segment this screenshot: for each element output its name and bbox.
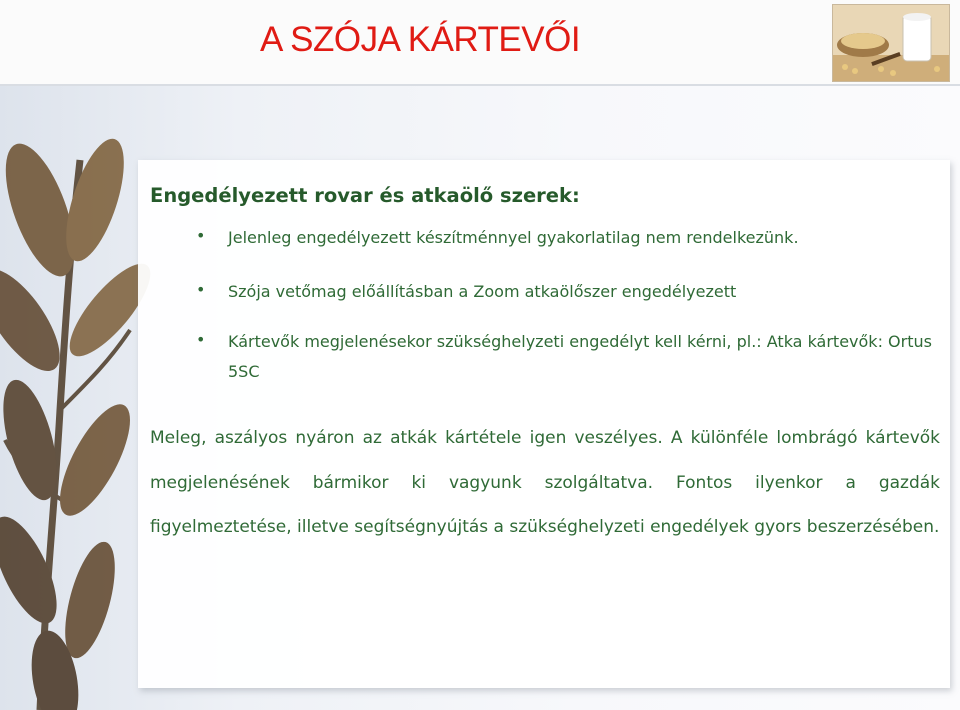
- slide-title: A SZÓJA KÁRTEVŐI: [260, 20, 581, 59]
- bullet-marker: •: [196, 226, 206, 245]
- slide-header: [0, 0, 960, 86]
- soybeans-milk-photo: [832, 4, 950, 82]
- bullet-marker: •: [196, 280, 206, 299]
- section-heading: Engedélyezett rovar és atkaölő szerek:: [150, 184, 580, 207]
- body-paragraph: Meleg, aszályos nyáron az atkák kártétele igen veszélyes. A különféle lombrágó kártevők megjelenésének bármikor ki vagyunk szolgáltatva. Fontos ilyenkor a gazdák figyelmeztetése, illetve segítségnyújtás a szükséghelyzeti engedélyek gyors beszerzésében.: [150, 428, 940, 537]
- bullet-marker: •: [196, 330, 206, 349]
- bullet-text: Kártevők megjelenésekor szükséghelyzeti engedélyt kell kérni, pl.: Atka kártevők: Ortus 5SC: [228, 332, 932, 381]
- bullet-text: Jelenleg engedélyezett készítménnyel gyakorlatilag nem rendelkezünk.: [228, 228, 799, 247]
- bullet-text: Szója vetőmag előállításban a Zoom atkaölőszer engedélyezett: [228, 282, 737, 301]
